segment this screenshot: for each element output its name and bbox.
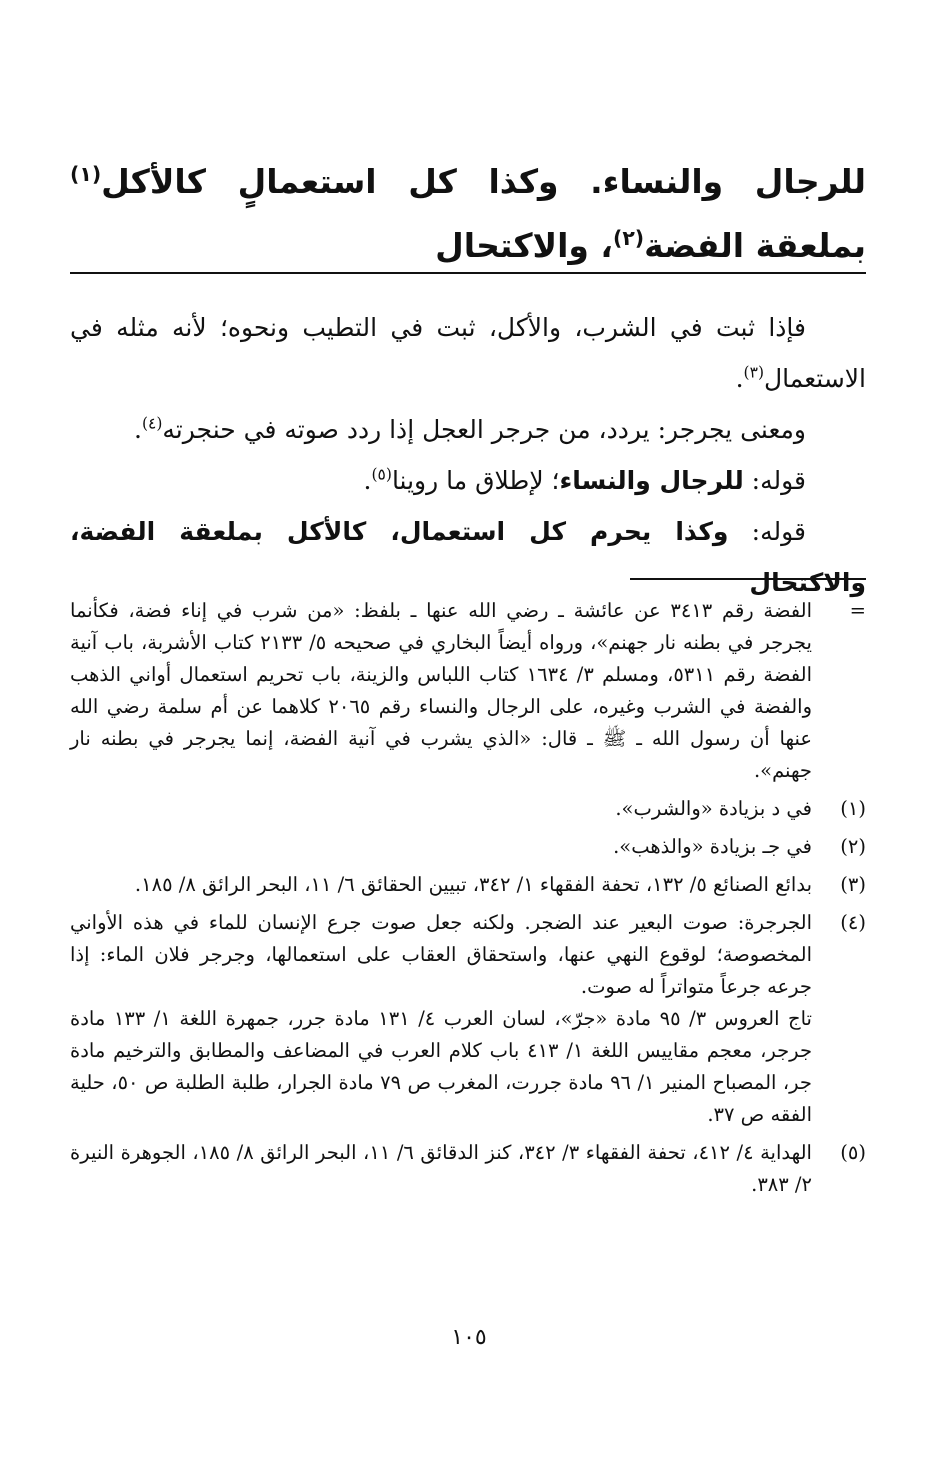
qawluhu-label: قوله: bbox=[743, 466, 806, 495]
commentary-paragraph bbox=[70, 506, 866, 608]
footnote-ref[interactable]: (٥) bbox=[371, 465, 392, 484]
footnote-3 bbox=[70, 869, 866, 901]
commentary-paragraph bbox=[70, 404, 866, 455]
main-text-part: ، والاكتحال bbox=[435, 226, 613, 265]
footnote-5 bbox=[70, 1137, 866, 1201]
main-text-divider bbox=[70, 272, 866, 274]
main-text-part: بملعقة الفضة bbox=[644, 226, 866, 265]
main-text-block bbox=[70, 150, 866, 278]
commentary-paragraph bbox=[70, 302, 866, 404]
footnote-number: (٤) bbox=[840, 911, 866, 934]
footnote-text: في جـ بزيادة «والذهب». bbox=[613, 835, 812, 858]
page-number: ١٠٥ bbox=[451, 1325, 487, 1350]
commentary-text: ومعنى يجرجر: يردد، من جرجر العجل إذا ردد صوته في حنجرته bbox=[162, 415, 806, 444]
footnote-1 bbox=[70, 793, 866, 825]
footnote-text: الجرجرة: صوت البعير عند الضجر. ولكنه جعل صوت جرع الإنسان للماء في هذه الأواني المخصوصة؛ لوقوع النهي عنها، واستحقاق العقاب على استعمالها، وجرجر فلان الماء: إذا جرعه جرعاً متواتراً له صوت. bbox=[70, 911, 812, 998]
footnote-number: (١) bbox=[840, 797, 866, 820]
commentary-text: فإذا ثبت في الشرب، والأكل، ثبت في التطيب ونحوه؛ لأنه مثله في الاستعمال bbox=[70, 313, 866, 393]
footnote-text: الهداية ٤/ ٤١٢، تحفة الفقهاء ٣/ ٣٤٢، كنز الدقائق ٦/ ١١، البحر الرائق ٨/ ١٨٥، الجوهرة النيرة ٢/ ٣٨٣. bbox=[70, 1141, 812, 1196]
commentary-text: ؛ لإطلاق ما روينا bbox=[391, 466, 560, 495]
footnote-ref[interactable]: (١) bbox=[70, 162, 102, 186]
footnote-text: تاج العروس ٣/ ٩٥ مادة «جرّ»، لسان العرب ٤/ ١٣١ مادة جرر، جمهرة اللغة ١/ ١٣٣ مادة جرجر، معجم مقاييس اللغة ١/ ٤١٣ باب كلام العرب في المضاعف والمطابق والترخيم مادة جر، المصباح المنير ١/ ٩٦ مادة جررت، المغرب ص ٧٩ مادة الجرار، طلبة الطلبة ص ٥٠، حلية الفقه ص ٣٧. bbox=[70, 1007, 812, 1126]
punctuation: . bbox=[735, 364, 744, 393]
footnote-number: (٣) bbox=[840, 873, 866, 896]
footnote-text: بدائع الصنائع ٥/ ١٣٢، تحفة الفقهاء ١/ ٣٤٢، تبيين الحقائق ٦/ ١١، البحر الرائق ٨/ ١٨٥. bbox=[134, 873, 812, 896]
footnote-ref[interactable]: (٢) bbox=[612, 226, 645, 250]
footnote-text: في د بزيادة «والشرب». bbox=[615, 797, 812, 820]
commentary-paragraph bbox=[70, 455, 866, 506]
footnote-number: (٢) bbox=[840, 835, 866, 858]
footnote-ref[interactable]: (٣) bbox=[743, 363, 764, 382]
footnote-divider bbox=[630, 578, 866, 580]
qawluhu-label: قوله: bbox=[728, 517, 806, 546]
footnotes-block bbox=[70, 595, 866, 1201]
footnote-ref[interactable]: (٤) bbox=[141, 414, 163, 433]
punctuation: . bbox=[134, 415, 142, 444]
footnote-2 bbox=[70, 831, 866, 863]
quoted-matn: وكذا يحرم كل استعمال، كالأكل بملعقة الفضة، والاكتحال bbox=[70, 517, 866, 597]
footnote-number: (٥) bbox=[840, 1141, 866, 1164]
footnote-continuation bbox=[70, 595, 866, 787]
footnote-4 bbox=[70, 907, 866, 1131]
main-text-part: للرجال والنساء. وكذا كل استعمالٍ كالأكل bbox=[101, 162, 866, 201]
footnote-text: الفضة رقم ٣٤١٣ عن عائشة ـ رضي الله عنها ـ بلفظ: «من شرب في إناء فضة، فكأنما يجرجر في بطنه نار جهنم»، ورواه أيضاً البخاري في صحيحه ٥/ ٢١٣٣ كتاب الأشربة، باب آنية الفضة رقم ٥٣١١، ومسلم ٣/ ١٦٣٤ كتاب اللباس والزينة، باب تحريم استعمال أواني الذهب والفضة في الشرب وغيره، على الرجال والنساء رقم ٢٠٦٥ كلاهما عن أم سلمة رضي الله عنها أن رسول الله ـ ﷺ ـ قال: «الذي يشرب في آنية الفضة، إنما يجرجر في بطنه نار جهنم». bbox=[70, 599, 813, 782]
continuation-marker: = bbox=[849, 599, 866, 622]
quoted-matn: للرجال والنساء bbox=[559, 466, 744, 495]
commentary-block bbox=[70, 302, 866, 608]
punctuation: . bbox=[363, 466, 372, 495]
